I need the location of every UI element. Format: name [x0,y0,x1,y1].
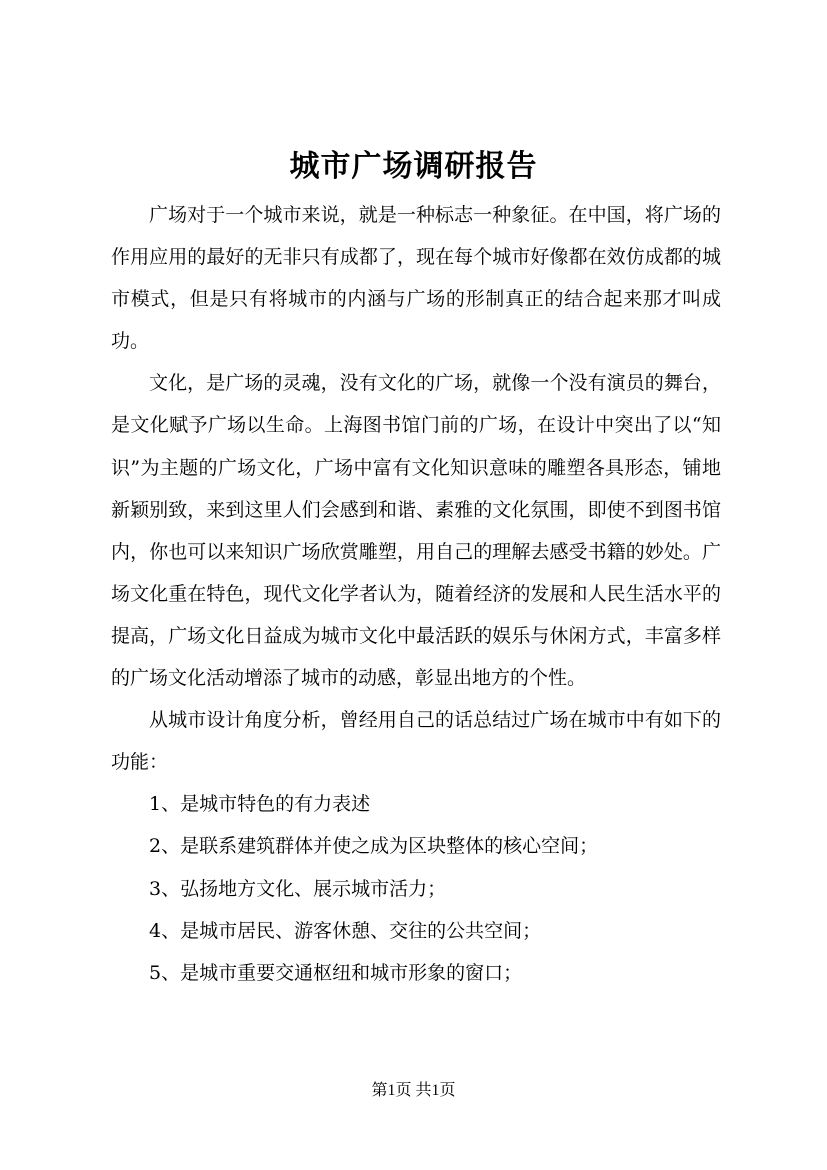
paragraph-intro: 广场对于一个城市来说，就是一种标志一种象征。在中国，将广场的作用应用的最好的无非只有成都了，现在每个城市好像都在效仿成都的城市模式，但是只有将城市的内涵与广场的形制真正的结合起来那才叫成功。 [111,204,721,353]
document-body [111,194,721,994]
paragraph-culture: 文化，是广场的灵魂，没有文化的广场，就像一个没有演员的舞台，是文化赋予广场以生命。上海图书馆门前的广场，在设计中突出了以“知识”为主题的广场文化，广场中富有文化知识意味的雕塑各具形态，铺地新颖别致，来到这里人们会感到和谐、素雅的文化氛围，即使不到图书馆内，你也可以来知识广场欣赏雕塑，用自己的理解去感受书籍的妙处。广场文化重在特色，现代文化学者认为，随着经济的发展和人民生活水平的提高，广场文化日益成为城市文化中最活跃的娱乐与休闲方式，丰富多样的广场文化活动增添了城市的动感，彰显出地方的个性。 [111,372,721,690]
paragraph-functions-intro: 从城市设计角度分析，曾经用自己的话总结过广场在城市中有如下的功能： [111,709,721,774]
list-item: 2、是联系建筑群体并使之成为区块整体的核心空间； [149,835,599,858]
list-item: 3、弘扬地方文化、展示城市活力； [149,877,447,900]
list-item: 5、是城市重要交通枢纽和城市形象的窗口； [149,961,523,984]
list-item: 1、是城市特色的有力表述 [149,793,371,816]
document-title: 城市广场调研报告 [289,149,538,184]
page-footer: 第1页 共1页 [371,1082,456,1099]
list-item: 4、是城市居民、游客休憩、交往的公共空间； [149,919,542,942]
